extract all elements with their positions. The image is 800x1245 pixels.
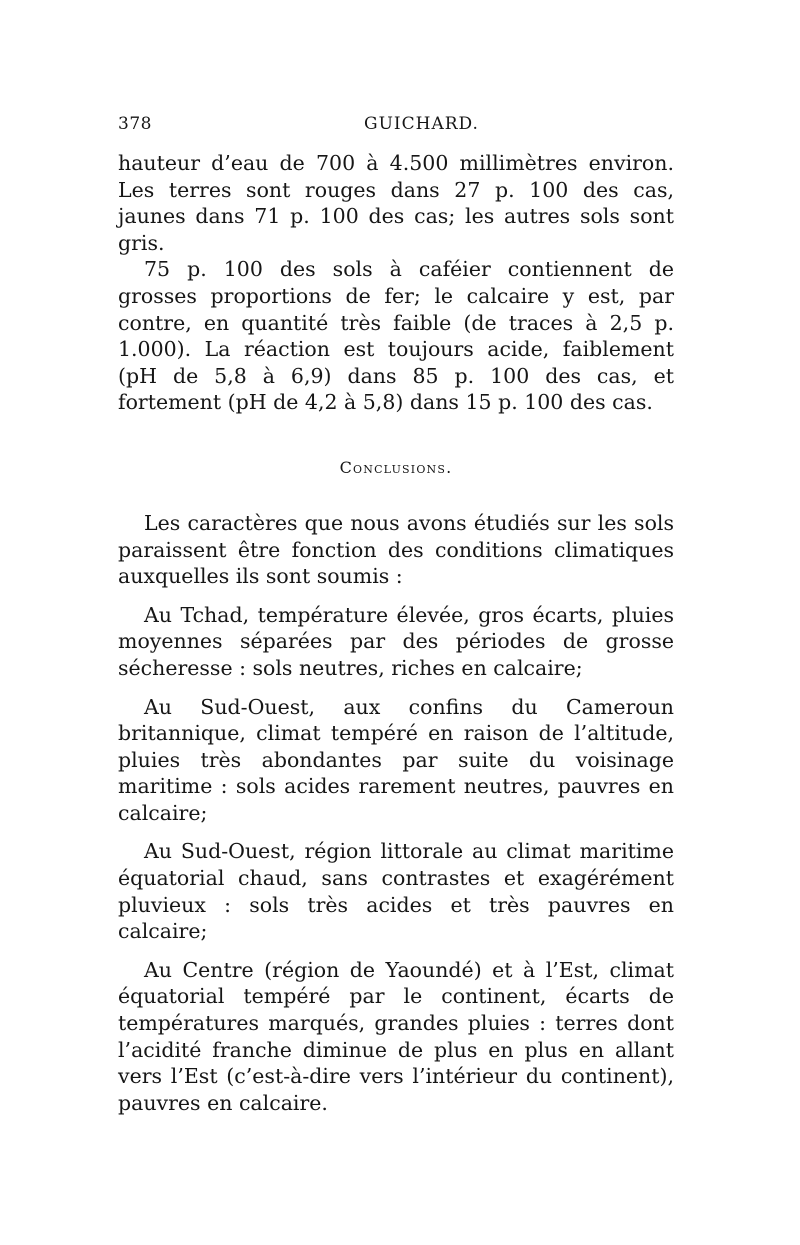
paragraph-sud-ouest-littoral: Au Sud-Ouest, région littorale au climat maritime équatorial chaud, sans contrastes et exagérément pluvieux : sols très acides et très pauvres en calcaire;	[118, 839, 674, 944]
running-head	[118, 114, 674, 150]
running-head-author: GUICHARD.	[364, 114, 479, 134]
paragraph-continuation: hauteur d’eau de 700 à 4.500 millimètres environ. Les terres sont rouges dans 27 p. 100 des cas, jaunes dans 71 p. 100 des cas; les autres sols sont gris.	[118, 151, 674, 255]
paragraph-centre-est: Au Centre (région de Yaoundé) et à l’Est, climat équatorial tempéré par le continent, écarts de températures marqués, grandes pluies : terres dont l’acidité franche diminue de plus en plus en allant vers l’Est (c’est-à-dire vers l’intérieur du continent), pauvres en calcaire.	[118, 957, 674, 1115]
section-title: Conclusions.	[339, 457, 453, 477]
paragraph-intro: Les caractères que nous avons étudiés sur les sols paraissent être fonction des conditions climatiques auxquelles ils sont soumis :	[118, 510, 674, 589]
book-page	[118, 114, 674, 1116]
paragraph-tchad: Au Tchad, température élevée, gros écarts, pluies moyennes séparées par des périodes de grosse sécheresse : sols neutres, riches en calcaire;	[118, 602, 674, 680]
paragraph-coffee-soils: 75 p. 100 des sols à caféier contiennent de grosses proportions de fer; le calcaire y est, par contre, en quantité très faible (de traces à 2,5 p. 1.000). La réaction est toujours acide, faiblement (pH de 5,8 à 6,9) dans 85 p. 100 des cas, et fortement (pH de 4,2 à 5,8) dans 15 p. 100 des cas.	[118, 257, 674, 415]
paragraph-sud-ouest-confins: Au Sud-Ouest, aux confins du Cameroun britannique, climat tempéré en raison de l’altitude, pluies très abondantes par suite du voisinage maritime : sols acides rarement neutres, pauvres en calcaire;	[118, 694, 674, 825]
page-number: 378	[118, 114, 152, 134]
